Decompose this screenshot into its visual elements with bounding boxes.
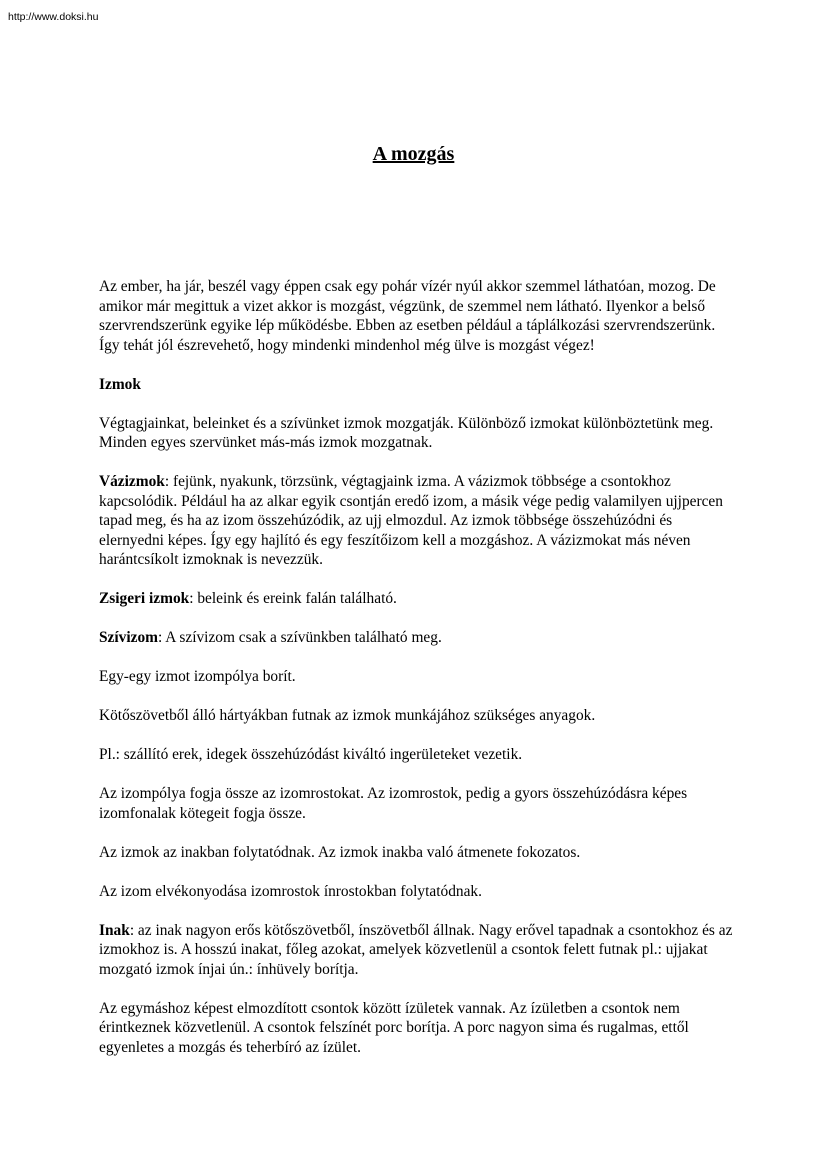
- section-heading-izmok: [99, 375, 739, 395]
- paragraph-izmok-intro: Végtagjainkat, beleinket és a szívünket izmok mozgatják. Különböző izmokat különböztetünk meg. Minden egyes szervünket más-más izmok mozgatnak.: [99, 414, 714, 451]
- definition-inak: : az inak nagyon erős kötőszövetből, ínszövetből állnak. Nagy erővel tapadnak a csontokhoz és az izmokhoz is. A hosszú inakat, főleg azokat, amelyek közvetlenül a csontok felett futnak pl.: ujjakat mozgató izmok ínjai ún.: ínhüvely borítja.: [99, 921, 733, 978]
- paragraph-inak: [99, 921, 739, 980]
- paragraph-vazizmok: [99, 472, 739, 570]
- paragraph-pelda: Pl.: szállító erek, idegek összehúzódást kiváltó ingerületeket vezetik.: [99, 746, 523, 763]
- paragraph-izompolya: Egy-egy izmot izompólya borít.: [99, 668, 296, 685]
- header-url: http://www.doksi.hu: [8, 11, 99, 23]
- paragraph-izuletek: Az egymáshoz képest elmozdított csontok között ízületek vannak. Az ízületben a csontok nem érintkeznek közvetlenül. A csontok felszínét porc borítja. A porc nagyon sima és rugalmas, ettől egyenletes a mozgás és teherbíró az ízület.: [99, 999, 689, 1056]
- paragraph-zsigeri: [99, 589, 739, 609]
- definition-vazizmok: : fejünk, nyakunk, törzsünk, végtagjaink izma. A vázizmok többsége a csontokhoz kapcsolódik. Például ha az alkar egyik csontján eredő izom, a másik vége pedig valamilyen ujjpercen tapad meg, és ha az izom összehúzódik, az ujj elmozdul. Az izmok többsége összehúzódni és elernyedni képes. Így egy hajlító és egy feszítőizom kell a mozgáshoz. A vázizmokat más néven harántcsíkolt izmoknak is nevezzük.: [99, 473, 723, 568]
- paragraph-kotoszovet: Kötőszövetből álló hártyákban futnak az izmok munkájához szükséges anyagok.: [99, 707, 596, 724]
- definition-zsigeri: : beleink és ereink falán található.: [189, 590, 397, 607]
- paragraph-izomrostok: Az izompólya fogja össze az izomrostokat. Az izomrostok, pedig a gyors összehúzódásra képes izomfonalak kötegeit fogja össze.: [99, 785, 688, 822]
- document-body: [99, 277, 739, 1077]
- paragraph-szivizom: [99, 628, 739, 648]
- term-szivizom: Szívizom: [99, 629, 158, 646]
- page-title: A mozgás: [372, 143, 455, 165]
- heading-izmok-text: Izmok: [99, 375, 141, 393]
- paragraph-inak-atmenet: Az izmok az inakban folytatódnak. Az izmok inakba való átmenete fokozatos.: [99, 843, 581, 861]
- definition-szivizom: : A szívizom csak a szívünkben található meg.: [158, 629, 442, 646]
- term-inak: Inak: [99, 921, 130, 939]
- term-zsigeri: Zsigeri izmok: [99, 590, 190, 607]
- paragraph-elvekonyodas: Az izom elvékonyodása izomrostok ínrostokban folytatódnak.: [99, 882, 482, 900]
- term-vazizmok: Vázizmok: [99, 473, 165, 490]
- paragraph-intro: Az ember, ha jár, beszél vagy éppen csak egy pohár vízér nyúl akkor szemmel láthatóan, mozog. De amikor már megittuk a vizet akkor is mozgást, végzünk, de szemmel nem látható. Ilyenkor a belső szervrendszerünk egyike lép működésbe. Ebben az esetben például a táplálkozási szervrendszerünk. Így tehát jól észrevehető, hogy mindenki mindenhol még ülve is mozgást végez!: [99, 278, 716, 354]
